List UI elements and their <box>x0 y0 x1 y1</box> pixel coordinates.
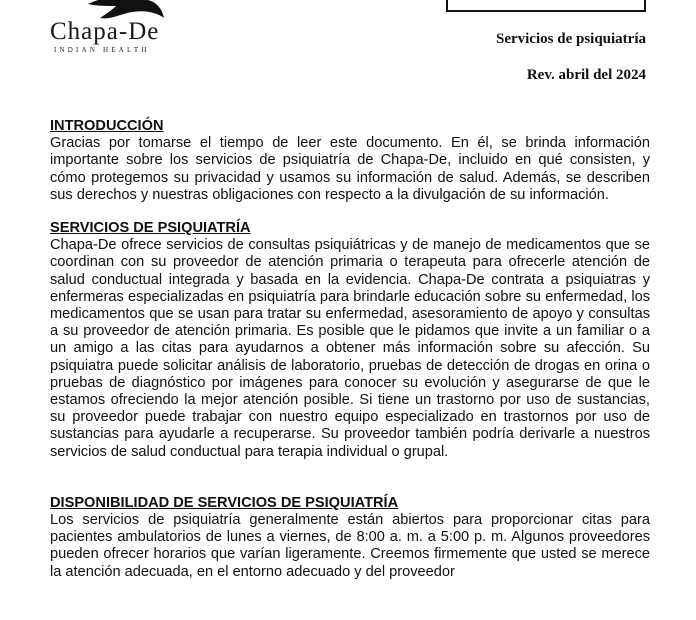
chapa-de-logo <box>46 0 186 56</box>
section-heading: SERVICIOS DE PSIQUIATRÍA <box>50 220 251 237</box>
section-heading: INTRODUCCIÓN <box>50 118 164 134</box>
document-body <box>50 118 650 581</box>
section-psychiatry-services <box>50 220 650 461</box>
header-box <box>446 0 646 12</box>
section-availability <box>50 495 650 581</box>
section-heading: DISPONIBILIDAD DE SERVICIOS DE PSIQUIATRÍA <box>50 494 399 511</box>
revision-date: Rev. abril del 2024 <box>526 67 646 83</box>
logo-name: Chapa-De <box>50 18 160 45</box>
section-paragraph: Chapa-De ofrece servicios de consultas psiquiátricas y de manejo de medicamentos que se coordinan con su proveedor de atención primaria o terapeuta para ofrecerle atención de salud conductual integrada y basada en la evidencia. Chapa-De contrata a psiquiatras y enfermeras especializadas en psiquiatría para brindarle educación sobre su enfermedad, los medicamentos que se usan para tratar su enfermedad, asesoramiento de apoyo y consultas a su proveedor de atención primaria. Es posible que le pidamos que invite a un familiar o a un amigo a las citas para ayudarnos a obtener más información sobre su afección. Su psiquiatra puede solicitar análisis de laboratorio, pruebas de detección de drogas en orina o pruebas de diagnóstico por imágenes para conocer su evolución y asegurarse de que le estamos ofreciendo la mejor atención posible. Si tiene un trastorno por uso de sustancias, su proveedor puede trabajar con nuestro equipo especializado en trastornos por uso de sustancias para ayudarle a recuperarse. Su proveedor también podría derivarle a nuestros servicios de salud conductual para terapia individual o grupal. <box>50 237 650 460</box>
logo-subtitle: INDIAN HEALTH <box>54 46 150 54</box>
section-introduction <box>50 118 650 204</box>
section-paragraph: Gracias por tomarse el tiempo de leer este documento. En él, se brinda información importante sobre los servicios de psiquiatría de Chapa-De, incluido en qué consisten, y cómo protegemos su privacidad y usamos su información de salud. Además, se describen sus derechos y nuestras obligaciones con respecto a la divulgación de su información. <box>50 135 650 203</box>
section-paragraph: Los servicios de psiquiatría generalmente están abiertos para proporcionar citas para pacientes ambulatorios de lunes a viernes, de 8:00 a. m. a 5:00 p. m. Algunos proveedores pueden ofrecer horarios que varían ligeramente. Creemos firmemente que usted se merece la atención adecuada, en el entorno adecuado y del proveedor <box>50 512 650 580</box>
document-title: Servicios de psiquiatría <box>495 31 646 47</box>
